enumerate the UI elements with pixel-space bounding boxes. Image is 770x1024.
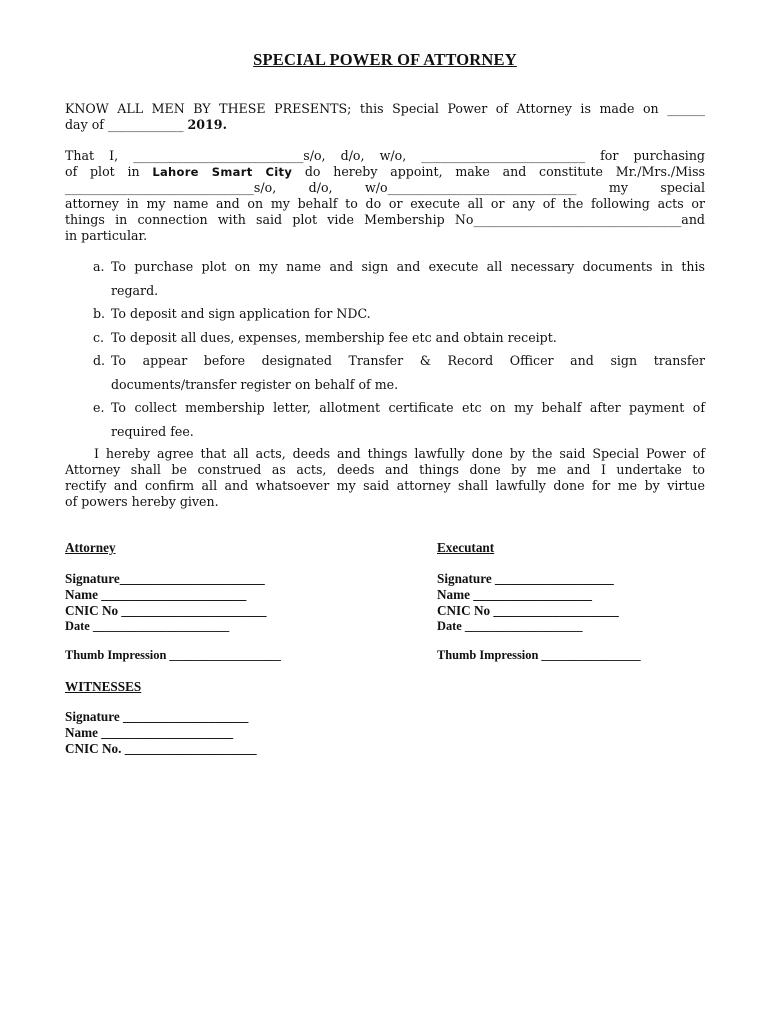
executant-date-field[interactable]: Date ___________________ [437, 619, 583, 633]
witness-signature-field[interactable]: Signature ___________________ [65, 709, 249, 724]
project-name: Lahore Smart City [152, 165, 293, 179]
intro-year: 2019. [187, 117, 227, 132]
para2-line-1: I hereby agree that all acts, deeds and things lawfully done by the said Special Power of [94, 446, 705, 461]
list-marker: a. [93, 259, 105, 274]
list-item-continuation: documents/transfer register on behalf of me. [111, 376, 399, 392]
executant-cnic-field[interactable]: CNIC No ___________________ [437, 603, 619, 618]
list-item [93, 255, 705, 302]
attorney-name-field[interactable]: Name ______________________ [65, 587, 247, 602]
attorney-thumb-field[interactable]: Thumb Impression __________________ [65, 648, 281, 662]
list-item-line: To collect membership letter, allotment certificate etc on my behalf after payment of [111, 400, 705, 415]
attorney-signature-field[interactable]: Signature______________________ [65, 571, 265, 586]
para1-line-3: ______________________________s/o, d/o, w/o______________________________ my special [65, 180, 705, 195]
intro-line-2 [65, 117, 705, 133]
para1-line-1: That I, ___________________________s/o, d/o, w/o, __________________________ for purchasing [65, 148, 705, 163]
para1-line-2 [65, 164, 705, 180]
appointment-paragraph [65, 148, 705, 244]
para1-line-6: in particular. [65, 228, 148, 243]
executant-signature-field[interactable]: Signature __________________ [437, 571, 614, 586]
intro-line-1: KNOW ALL MEN BY THESE PRESENTS; this Special Power of Attorney is made on ______ [65, 101, 705, 116]
list-marker: c. [93, 329, 105, 345]
document-title: SPECIAL POWER OF ATTORNEY [253, 50, 517, 69]
list-marker: e. [93, 400, 105, 415]
list-item-text: To deposit and sign application for NDC. [111, 306, 371, 321]
list-marker: d. [93, 353, 106, 368]
para1-line-4: attorney in my name and on my behalf to do or execute all or any of the following acts or [65, 196, 705, 211]
witness-cnic-field[interactable]: CNIC No. ____________________ [65, 741, 257, 756]
attorney-date-field[interactable]: Date ______________________ [65, 619, 230, 633]
para2-line-3: rectify and confirm all and whatsoever my said attorney shall lawfully done for me by virtue [65, 478, 705, 493]
para1-line-5: things in connection with said plot vide Membership No_________________________________and [65, 212, 705, 227]
executant-heading: Executant [437, 540, 495, 555]
para1-line-2c: do hereby appoint, make and constitute Mr./Mrs./Miss [292, 164, 706, 179]
executant-thumb-field[interactable]: Thumb Impression ________________ [437, 648, 641, 662]
list-item [93, 326, 705, 350]
para1-line-2a: of plot in [65, 164, 153, 179]
list-item-text [111, 396, 705, 443]
witnesses-heading: WITNESSES [65, 679, 142, 694]
list-marker: b. [93, 306, 106, 321]
para2-line-4: of powers hereby given. [65, 494, 219, 509]
list-item-line: To appear before designated Transfer & Record Officer and sign transfer [111, 353, 705, 368]
list-item-text [111, 255, 705, 302]
attorney-cnic-field[interactable]: CNIC No ______________________ [65, 603, 267, 618]
attorney-heading: Attorney [65, 540, 116, 555]
list-item [93, 349, 705, 396]
executant-name-field[interactable]: Name __________________ [437, 587, 592, 602]
para2-line-2: Attorney shall be construed as acts, deeds and things done by me and I undertake to [65, 462, 705, 477]
list-item-text [111, 349, 705, 396]
witness-name-field[interactable]: Name ____________________ [65, 725, 234, 740]
list-item [93, 396, 705, 443]
list-item-continuation: regard. [111, 282, 159, 298]
intro-day-text: day of ____________ [65, 117, 188, 132]
list-item-line: To purchase plot on my name and sign and execute all necessary documents in this [111, 259, 705, 274]
list-item [93, 302, 705, 326]
acts-list [93, 255, 705, 443]
list-item-continuation: required fee. [111, 423, 194, 439]
agreement-paragraph [65, 446, 705, 510]
intro-paragraph [65, 101, 705, 133]
list-item-text: To deposit all dues, expenses, membership fee etc and obtain receipt. [111, 329, 557, 345]
